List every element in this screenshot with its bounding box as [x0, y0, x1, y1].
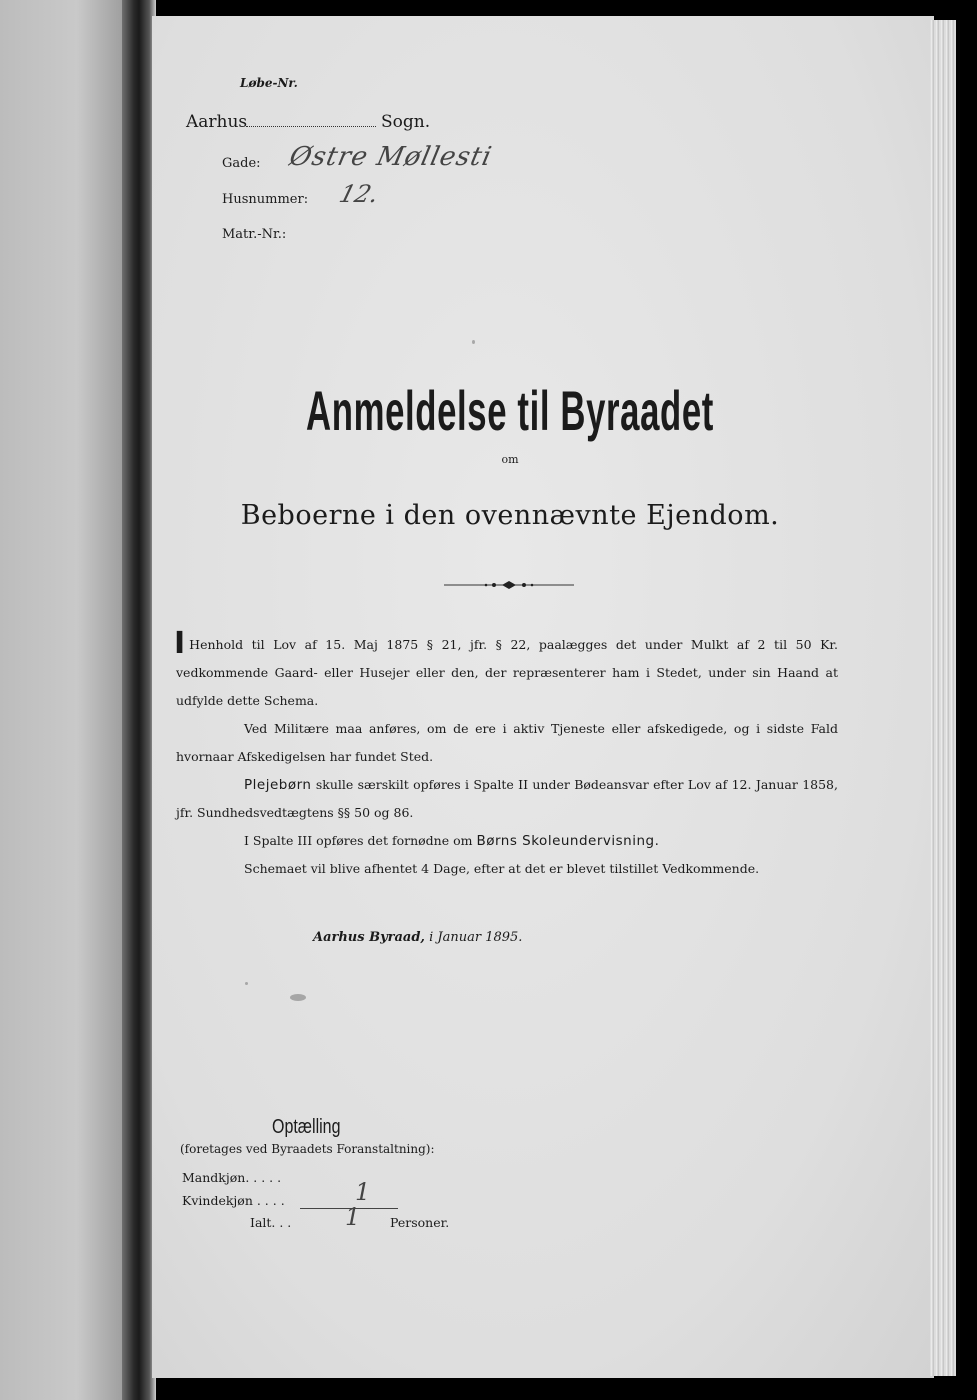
house-number-value: 12. — [336, 180, 382, 208]
paper-blemish — [245, 982, 248, 985]
house-number-label: Husnummer: — [222, 192, 309, 207]
paragraph-3-text: skulle særskilt opføres i Spalte II under Bødeansvar efter Lov af 12. Januar 1858, jfr. Sundhedsvedtægtens §§ 50 og 86. — [176, 777, 838, 820]
title-connector: om — [501, 453, 519, 466]
scan-border — [956, 0, 977, 1400]
signature-line — [313, 930, 522, 945]
paragraph-3-lead: Plejebørn — [244, 777, 312, 793]
female-count-value: 1 — [355, 1178, 371, 1206]
paragraph-2: Ved Militære maa anføres, om de ere i aktiv Tjeneste eller afskedigede, og i sidste Fald hvornaar Afskedigelsen har fundet Sted. — [176, 721, 838, 764]
document-subtitle: Beboerne i den ovennævnte Ejendom. — [240, 500, 780, 531]
paragraph-4-text: I Spalte III opføres det fornødne om — [244, 833, 473, 848]
facing-page — [0, 0, 128, 1400]
page-stack-edges — [930, 20, 958, 1376]
signature-date: i Januar 1895. — [429, 930, 523, 945]
book-gutter — [122, 0, 156, 1400]
parish-label: Sogn. — [381, 112, 431, 132]
total-value: 1 — [345, 1203, 361, 1231]
paragraph-3 — [176, 771, 838, 827]
persons-label: Personer. — [390, 1215, 450, 1230]
paragraph-5: Schemaet vil blive afhentet 4 Dage, efter at det er blevet tilstillet Vedkommende. — [244, 861, 760, 876]
female-count-label: Kvindekjøn . . . . — [182, 1193, 285, 1208]
ornament-divider — [444, 578, 574, 592]
parish-fill-line — [246, 120, 376, 127]
paragraph-1 — [174, 626, 838, 715]
street-label: Gade: — [222, 156, 261, 171]
lobe-nr-label: Løbe-Nr. — [240, 76, 298, 90]
male-count-label: Mandkjøn. . . . . — [182, 1170, 282, 1185]
instructions-text — [174, 626, 838, 883]
document-title: Anmeldelse til Byraadet — [306, 379, 714, 442]
count-title: Optælling — [272, 1116, 341, 1138]
paragraph-4-emphasis: Børns Skoleundervisning. — [476, 833, 660, 849]
paragraph-4 — [176, 827, 838, 855]
paragraph-1-text: Henhold til Lov af 15. Maj 1875 § 21, jfr. § 22, paalægges det under Mulkt af 2 til 50 Kr. vedkommende Gaard- eller Husejer eller den, der repræsenterer ham i Stedet, under sin Haand at udfylde dette Schema. — [176, 637, 838, 708]
city-label: Aarhus — [186, 112, 248, 132]
count-note: (foretages ved Byraadets Foranstaltning): — [180, 1142, 435, 1156]
paper-blemish — [290, 994, 306, 1001]
cadastral-number-label: Matr.-Nr.: — [222, 227, 287, 242]
street-value: Østre Møllesti — [286, 142, 495, 172]
drop-cap: I — [174, 626, 186, 661]
paper-blemish — [472, 340, 475, 344]
total-label: Ialt. . . — [250, 1215, 292, 1230]
signature-org: Aarhus Byraad, — [313, 930, 425, 945]
